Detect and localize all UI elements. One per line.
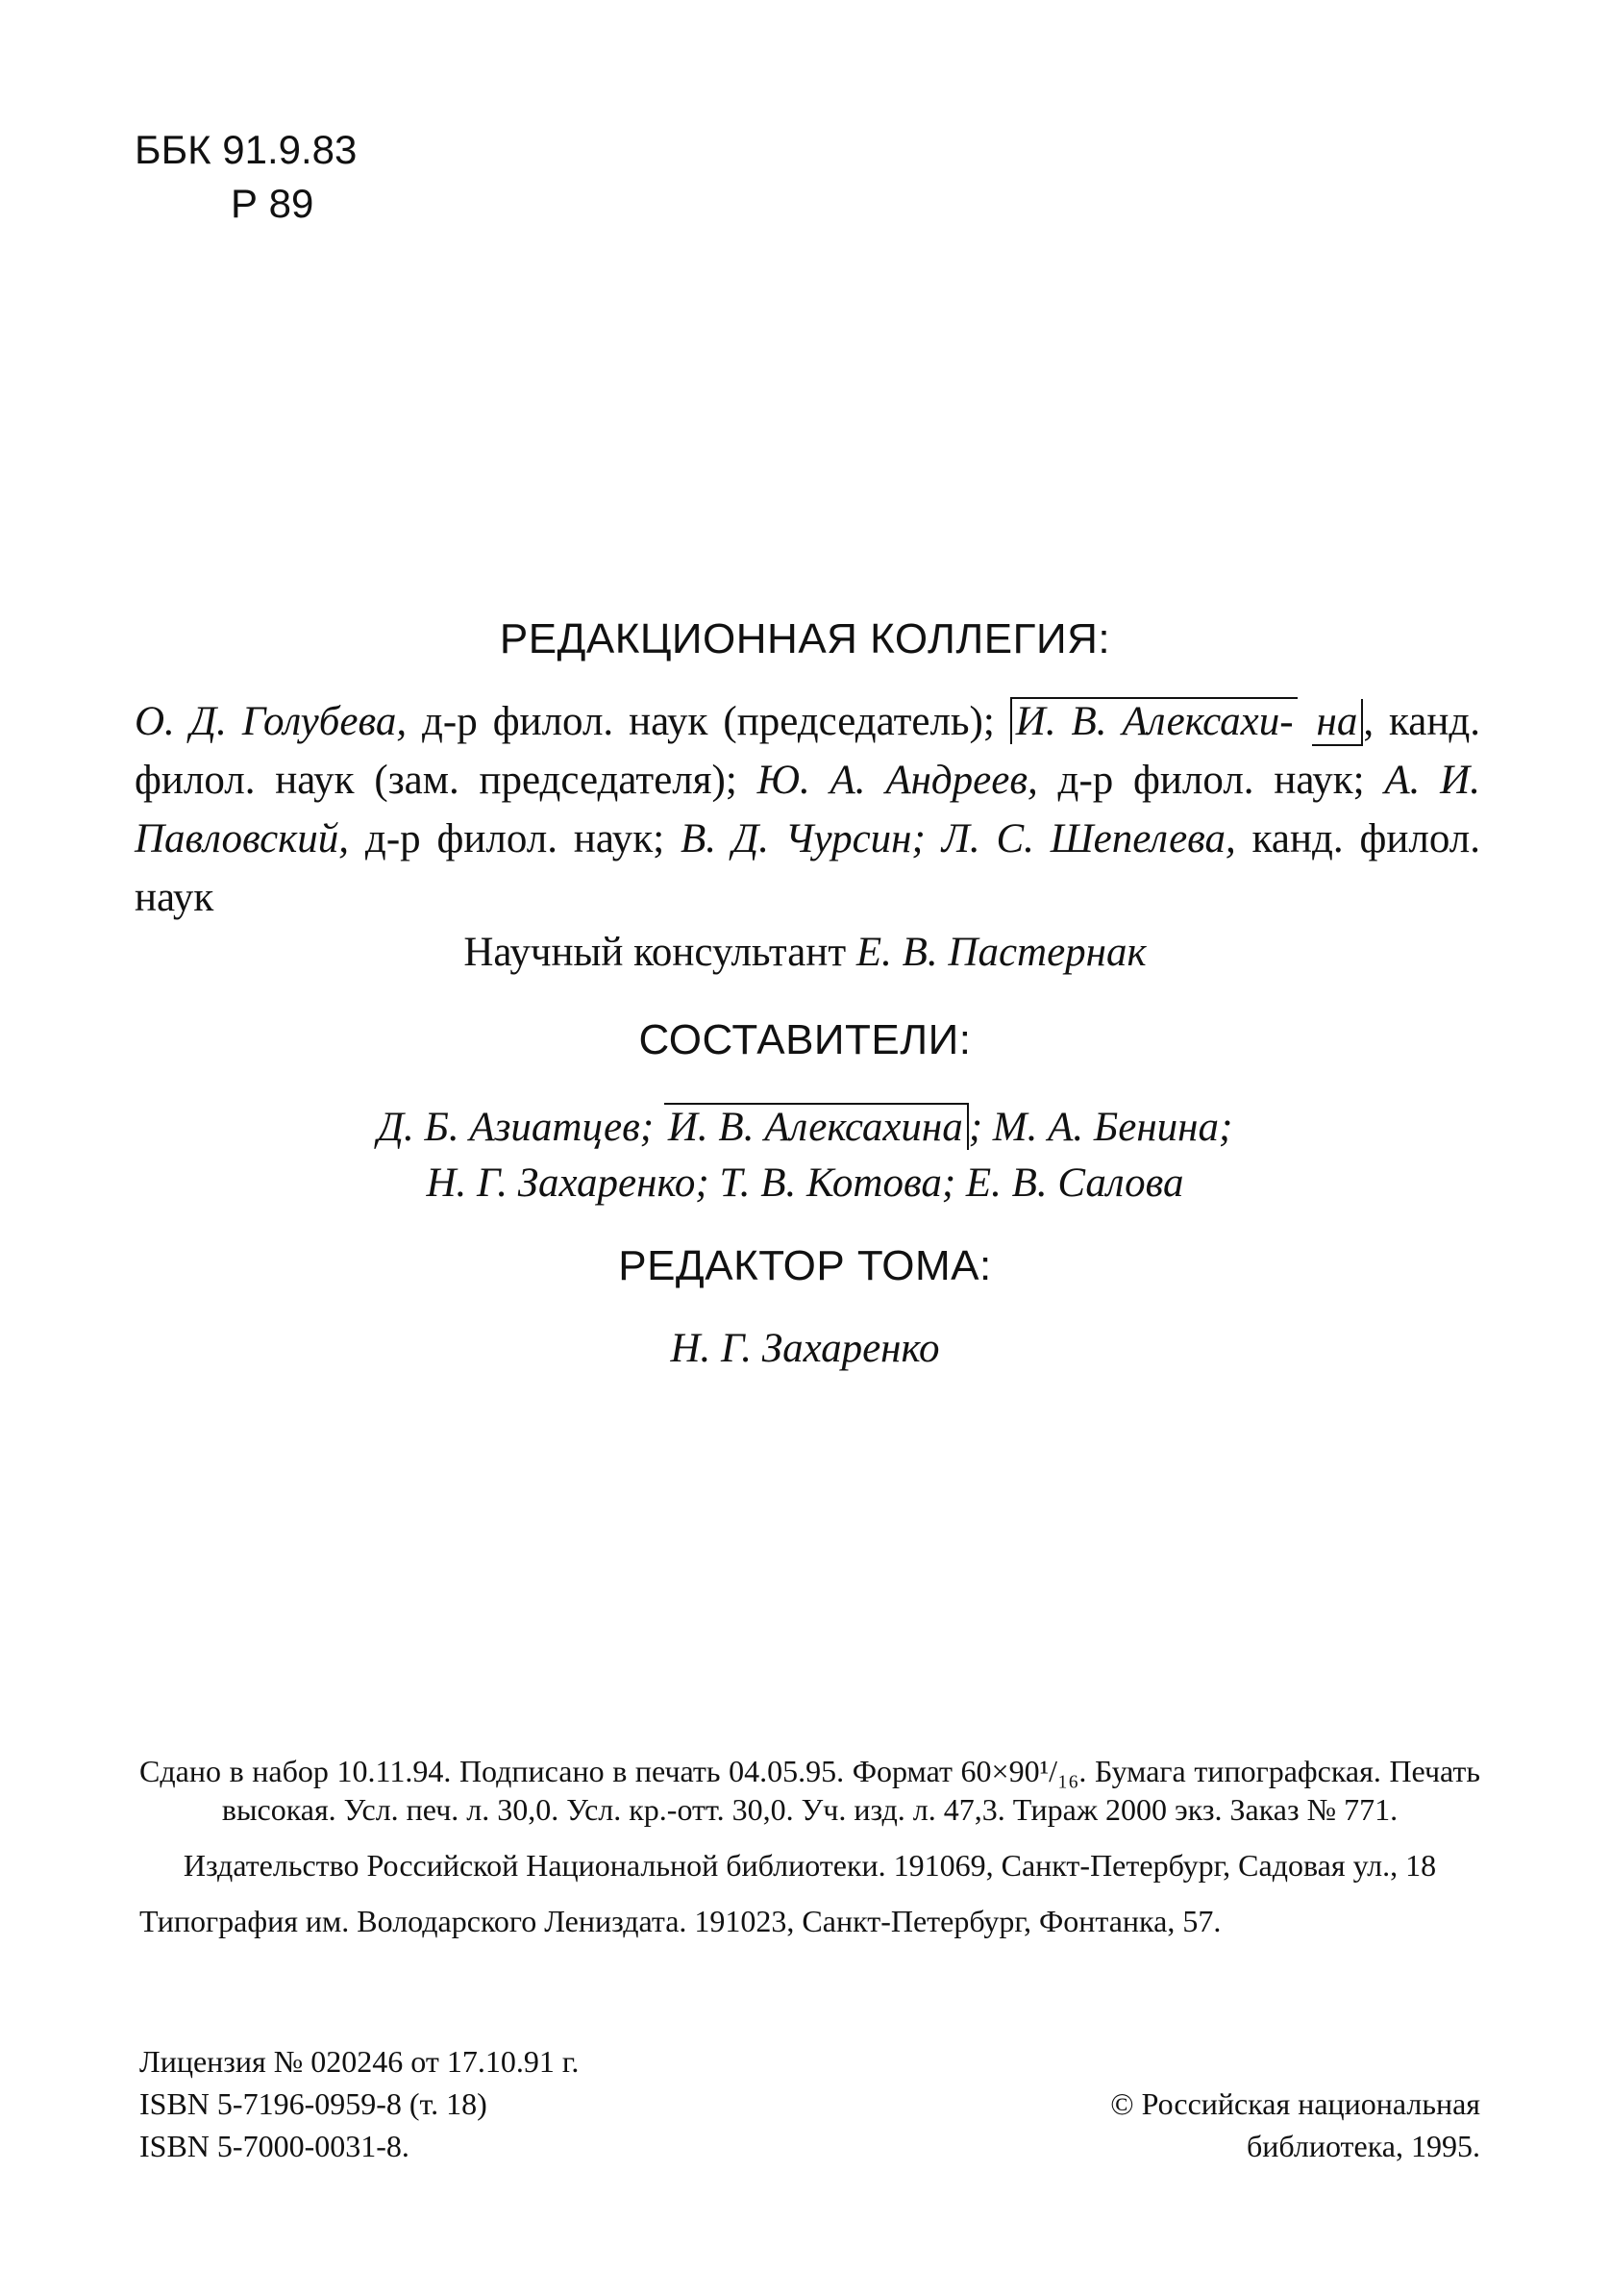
compiler-name: Д. Б. Азиатцев; bbox=[377, 1105, 664, 1150]
scientific-consultant bbox=[0, 923, 1610, 982]
board-member-title: канд. филол. наук bbox=[135, 816, 1480, 920]
copyright-line-1: © Российская национальная bbox=[1110, 2086, 1480, 2121]
imprint-block bbox=[139, 1752, 1480, 1958]
compiler-name-deceased: И. В. Алексахина bbox=[664, 1103, 969, 1150]
board-member-name: А. И. Павловский, bbox=[135, 758, 1480, 861]
editorial-board-list bbox=[135, 692, 1480, 927]
copyright-block bbox=[1110, 2083, 1480, 2167]
volume-editor-name bbox=[0, 1319, 1610, 1378]
compiler-names: Н. Г. Захаренко; Т. В. Котова; Е. В. Салова bbox=[426, 1160, 1184, 1206]
board-member-title: д-р филол. наук (председатель); bbox=[407, 699, 1010, 744]
consultant-label: Научный консультант bbox=[463, 930, 856, 975]
volume-editor-heading: РЕДАКТОР ТОМА: bbox=[618, 1242, 992, 1289]
board-member-title: д-р филол. наук; bbox=[1037, 758, 1385, 803]
license-number: Лицензия № 020246 от 17.10.91 г. bbox=[139, 2044, 580, 2079]
compilers-heading: СОСТАВИТЕЛИ: bbox=[638, 1016, 972, 1063]
board-member-name: О. Д. Голубева, bbox=[135, 699, 408, 744]
board-member-name-deceased: И. В. Алексахи- bbox=[1010, 697, 1298, 744]
board-member-name: Л. С. Шепелева, bbox=[941, 816, 1236, 861]
compiler-name: ; М. А. Бенина; bbox=[968, 1105, 1233, 1150]
bbk-line: ББК 91.9.83 bbox=[135, 127, 358, 172]
editorial-board-heading: РЕДАКЦИОННАЯ КОЛЛЕГИЯ: bbox=[499, 615, 1111, 662]
isbn-series: ISBN 5-7000-0031-8. bbox=[139, 2129, 409, 2163]
board-member-name: В. Д. Чурсин; bbox=[681, 816, 926, 861]
isbn-volume: ISBN 5-7196-0959-8 (т. 18) bbox=[139, 2086, 487, 2121]
author-mark: Р 89 bbox=[231, 181, 314, 226]
bbk-code bbox=[135, 123, 357, 231]
board-member-name-deceased: на bbox=[1312, 699, 1363, 746]
imprint-print-details: Сдано в набор 10.11.94. Подписано в печать 04.05.95. Формат 60×90¹/₁₆. Бумага типографская. Печать высокая. Усл. печ. л. 30,0. Усл. кр.-отт. 30,0. Уч. изд. л. 47,3. Тираж 2000 экз. Заказ № 771. bbox=[139, 1754, 1480, 1827]
board-member-title: д-р филол. наук; bbox=[349, 816, 681, 861]
license-block bbox=[139, 2040, 579, 2167]
copyright-line-2: библиотека, 1995. bbox=[1246, 2129, 1480, 2163]
compilers-line-1 bbox=[0, 1098, 1610, 1157]
board-member-title: , канд. филол. наук (зам. председателя); bbox=[135, 699, 1480, 803]
board-member-name: Ю. А. Андреев, bbox=[756, 758, 1038, 803]
imprint-printing-house: Типография им. Володарского Лениздата. 191023, Санкт-Петербург, Фонтанка, 57. bbox=[139, 1904, 1222, 1938]
compilers-line-2 bbox=[0, 1154, 1610, 1212]
imprint-publisher: Издательство Российской Национальной библиотеки. 191069, Санкт-Петербург, Садовая ул., 18 bbox=[183, 1848, 1437, 1883]
editor-name: Н. Г. Захаренко bbox=[670, 1326, 940, 1371]
consultant-name: Е. В. Пастернак bbox=[855, 930, 1147, 975]
